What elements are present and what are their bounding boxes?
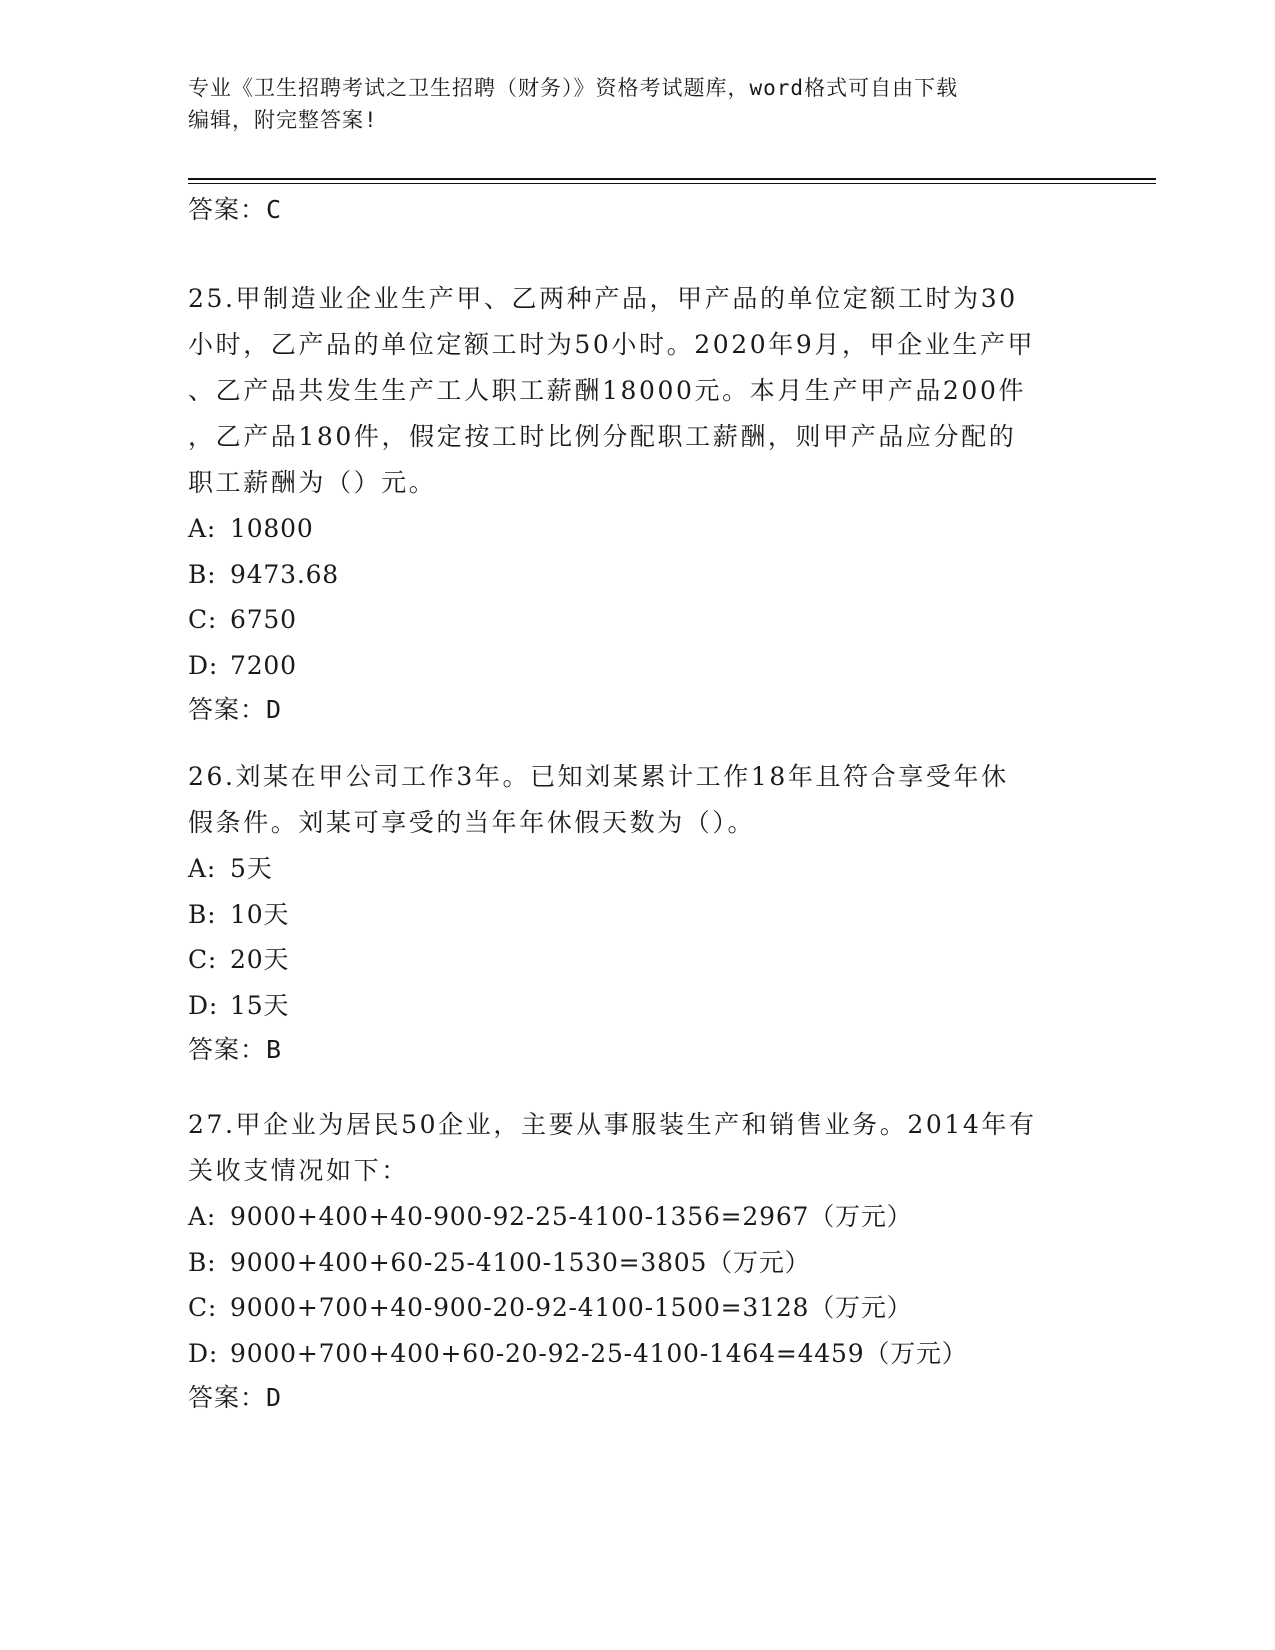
- question-26: [188, 754, 1098, 1072]
- option-text: 9473.68: [230, 559, 339, 589]
- option-text: 10800: [230, 514, 314, 543]
- option-letter: A:: [188, 1202, 217, 1231]
- option-text: 20天: [230, 945, 290, 974]
- option-a: [188, 1194, 1098, 1240]
- question-line: 关收支情况如下：: [188, 1156, 409, 1185]
- option-text: 9000+700+400+60-20-92-25-4100-1464=4459（万元）: [230, 1338, 968, 1368]
- option-d: [188, 643, 1098, 689]
- header-line-2: 编辑，附完整答案!: [188, 108, 378, 132]
- option-text: 6750: [230, 605, 297, 634]
- question-26-text: [188, 754, 1098, 846]
- option-letter: C:: [188, 605, 218, 634]
- document-header: [188, 72, 1088, 136]
- option-text: 5天: [230, 854, 273, 883]
- answer: 答案：D: [188, 1383, 283, 1412]
- option-letter: B:: [188, 1247, 217, 1277]
- option-d: [188, 983, 1098, 1029]
- option-a: [188, 846, 1098, 892]
- question-27-text: [188, 1102, 1098, 1194]
- question-25-text: [188, 276, 1098, 506]
- option-text: 7200: [230, 650, 297, 680]
- question-line: 25.甲制造业企业生产甲、乙两种产品，甲产品的单位定额工时为30: [188, 284, 1018, 313]
- option-text: 9000+400+60-25-4100-1530=3805（万元）: [230, 1247, 811, 1277]
- option-letter: B:: [188, 899, 217, 929]
- question-line: ，乙产品180件，假定按工时比例分配职工薪酬，则甲产品应分配的: [188, 422, 1017, 451]
- question-line: 假条件。刘某可享受的当年年休假天数为（）。: [188, 808, 756, 837]
- answer: 答案：D: [188, 695, 283, 724]
- option-letter: B:: [188, 559, 217, 589]
- question-line: 27.甲企业为居民50企业，主要从事服装生产和销售业务。2014年有: [188, 1110, 1037, 1139]
- question-line: 26.刘某在甲公司工作3年。已知刘某累计工作18年且符合享受年休: [188, 762, 1009, 791]
- option-letter: A:: [188, 854, 217, 883]
- header-line-1: 专业《卫生招聘考试之卫生招聘（财务）》资格考试题库，word格式可自由下载: [188, 76, 959, 100]
- question-25: [188, 276, 1098, 732]
- option-b: [188, 1240, 1098, 1286]
- option-letter: D:: [188, 650, 219, 680]
- option-text: 15天: [230, 990, 290, 1020]
- option-letter: A:: [188, 514, 217, 543]
- question-line: 、乙产品共发生生产工人职工薪酬18000元。本月生产甲产品200件: [188, 376, 1027, 405]
- question-line: 职工薪酬为（）元。: [188, 468, 437, 497]
- option-c: [188, 1285, 1098, 1331]
- option-text: 9000+700+40-900-20-92-4100-1500=3128（万元）: [230, 1293, 913, 1322]
- option-text: 10天: [230, 899, 290, 929]
- question-27: [188, 1102, 1098, 1420]
- header-rule-thin: [188, 183, 1156, 184]
- option-c: [188, 937, 1098, 983]
- option-b: [188, 552, 1098, 598]
- top-answer: 答案：C: [188, 195, 283, 224]
- option-d: [188, 1331, 1098, 1377]
- option-letter: D:: [188, 1338, 219, 1368]
- option-letter: D:: [188, 990, 219, 1020]
- option-c: [188, 597, 1098, 643]
- header-rule-thick: [188, 178, 1156, 180]
- answer: 答案：B: [188, 1035, 283, 1064]
- question-line: 小时，乙产品的单位定额工时为50小时。2020年9月，甲企业生产甲: [188, 330, 1036, 359]
- option-text: 9000+400+40-900-92-25-4100-1356=2967（万元）: [230, 1202, 913, 1231]
- option-letter: C:: [188, 1293, 218, 1322]
- option-b: [188, 892, 1098, 938]
- option-a: [188, 506, 1098, 552]
- option-letter: C:: [188, 945, 218, 974]
